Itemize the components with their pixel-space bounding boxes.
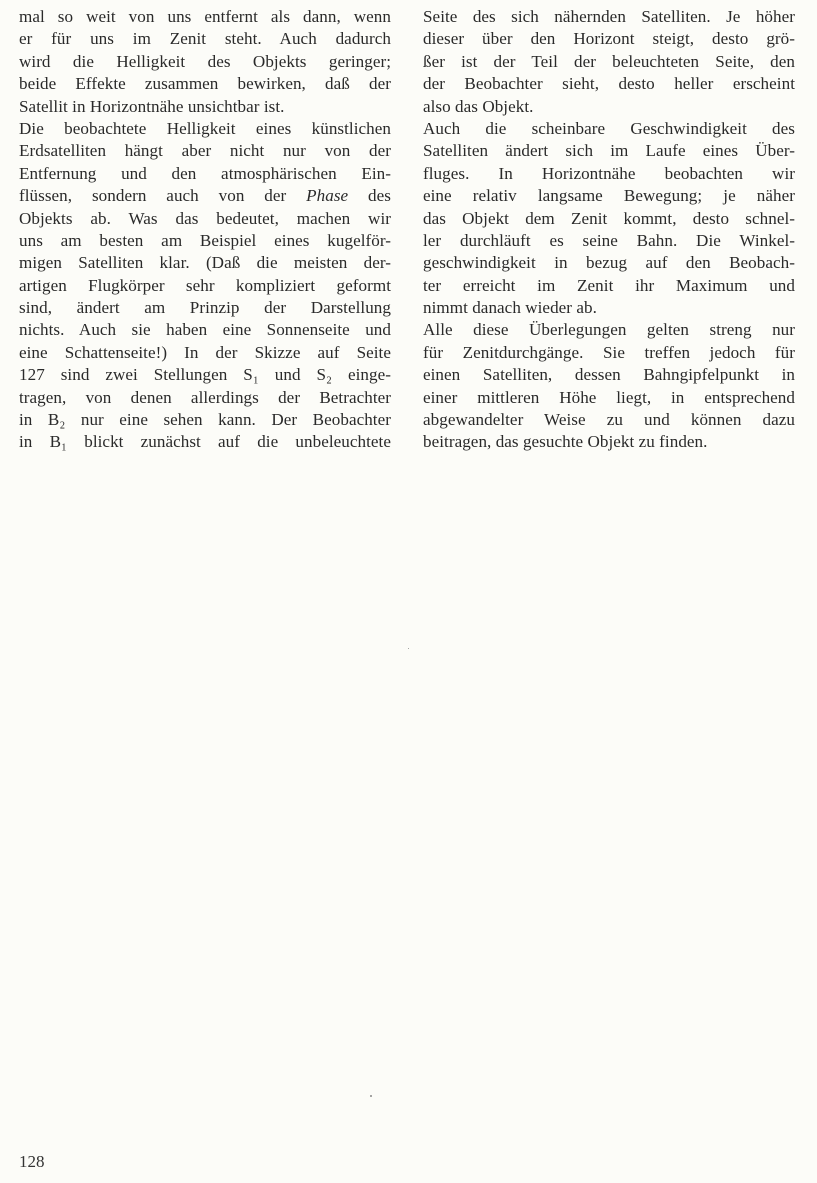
text-line: beitragen, das gesuchte Objekt zu finden. <box>423 432 708 452</box>
text-line: abgewandelter Weise zu und können dazu <box>423 410 795 430</box>
text-line: der Beobachter sieht, desto heller erscheint <box>423 74 795 94</box>
paper-speck <box>370 1095 372 1097</box>
text-line: nichts. Auch sie haben eine Sonnenseite und <box>19 320 391 340</box>
text-line: migen Satelliten klar. (Daß die meisten der- <box>19 253 391 273</box>
text-line: tragen, von denen allerdings der Betrachter <box>19 387 391 407</box>
text-line: ßer ist der Teil der beleuchteten Seite, den <box>423 51 795 71</box>
text-line: Erdsatelliten hängt aber nicht nur von der <box>19 141 391 161</box>
text-line: Satellit in Horizontnähe unsichtbar ist. <box>19 96 285 116</box>
text-line: ter erreicht im Zenit ihr Maximum und <box>423 275 795 295</box>
text-line: beide Effekte zusammen bewirken, daß der <box>19 74 391 94</box>
emphasized-word: Phase <box>306 186 349 206</box>
page-number: 128 <box>19 1152 45 1171</box>
text-line: Objekts ab. Was das bedeutet, machen wir <box>19 208 391 228</box>
text-line: 127 sind zwei Stellungen S₁ und S₂ einge- <box>19 365 391 385</box>
text-line: eine Schattenseite!) In der Skizze auf Seite <box>19 342 391 362</box>
text-line: für Zenitdurchgänge. Sie treffen jedoch für <box>423 342 795 362</box>
text-line: uns am besten am Beispiel eines kugelför- <box>19 230 391 250</box>
text-line: er für uns im Zenit steht. Auch dadurch <box>19 29 391 49</box>
text-line: das Objekt dem Zenit kommt, desto schnel- <box>423 208 795 228</box>
text-line: eine relativ langsame Bewegung; je näher <box>423 186 795 206</box>
text-line: dieser über den Horizont steigt, desto grö- <box>423 29 795 49</box>
text-line: sind, ändert am Prinzip der Darstellung <box>19 298 391 318</box>
text-line: nimmt danach wieder ab. <box>423 298 597 318</box>
text-line: Entfernung und den atmosphärischen Ein- <box>19 163 391 183</box>
text-line: Alle diese Überlegungen gelten streng nur <box>423 320 795 340</box>
text-line: flüssen, sondern auch von der Phase des <box>19 186 391 206</box>
text-line: einen Satelliten, dessen Bahngipfelpunkt in <box>423 365 795 385</box>
text-line: in B₂ nur eine sehen kann. Der Beobachter <box>19 410 391 430</box>
text-line: ler durchläuft es seine Bahn. Die Winkel- <box>423 230 795 250</box>
text-line: wird die Helligkeit des Objekts geringer; <box>19 51 391 71</box>
text-line: geschwindigkeit in bezug auf den Beobach- <box>423 253 795 273</box>
left-text-column <box>19 6 391 454</box>
text-line: in B₁ blickt zunächst auf die unbeleuchtete <box>19 432 391 452</box>
paper-speck <box>408 648 409 649</box>
text-line: artigen Flugkörper sehr kompliziert geformt <box>19 275 391 295</box>
text-line: einer mittleren Höhe liegt, in entsprechend <box>423 387 795 407</box>
text-line: Satelliten ändert sich im Laufe eines Über- <box>423 141 795 161</box>
text-line: Seite des sich nähernden Satelliten. Je höher <box>423 7 795 26</box>
text-line: Auch die scheinbare Geschwindigkeit des <box>423 118 795 138</box>
text-line: Die beobachtete Helligkeit eines künstlichen <box>19 118 391 138</box>
text-line: mal so weit von uns entfernt als dann, wenn <box>19 7 391 26</box>
text-line: also das Objekt. <box>423 96 534 116</box>
text-line: fluges. In Horizontnähe beobachten wir <box>423 163 795 183</box>
right-text-column <box>423 6 795 454</box>
